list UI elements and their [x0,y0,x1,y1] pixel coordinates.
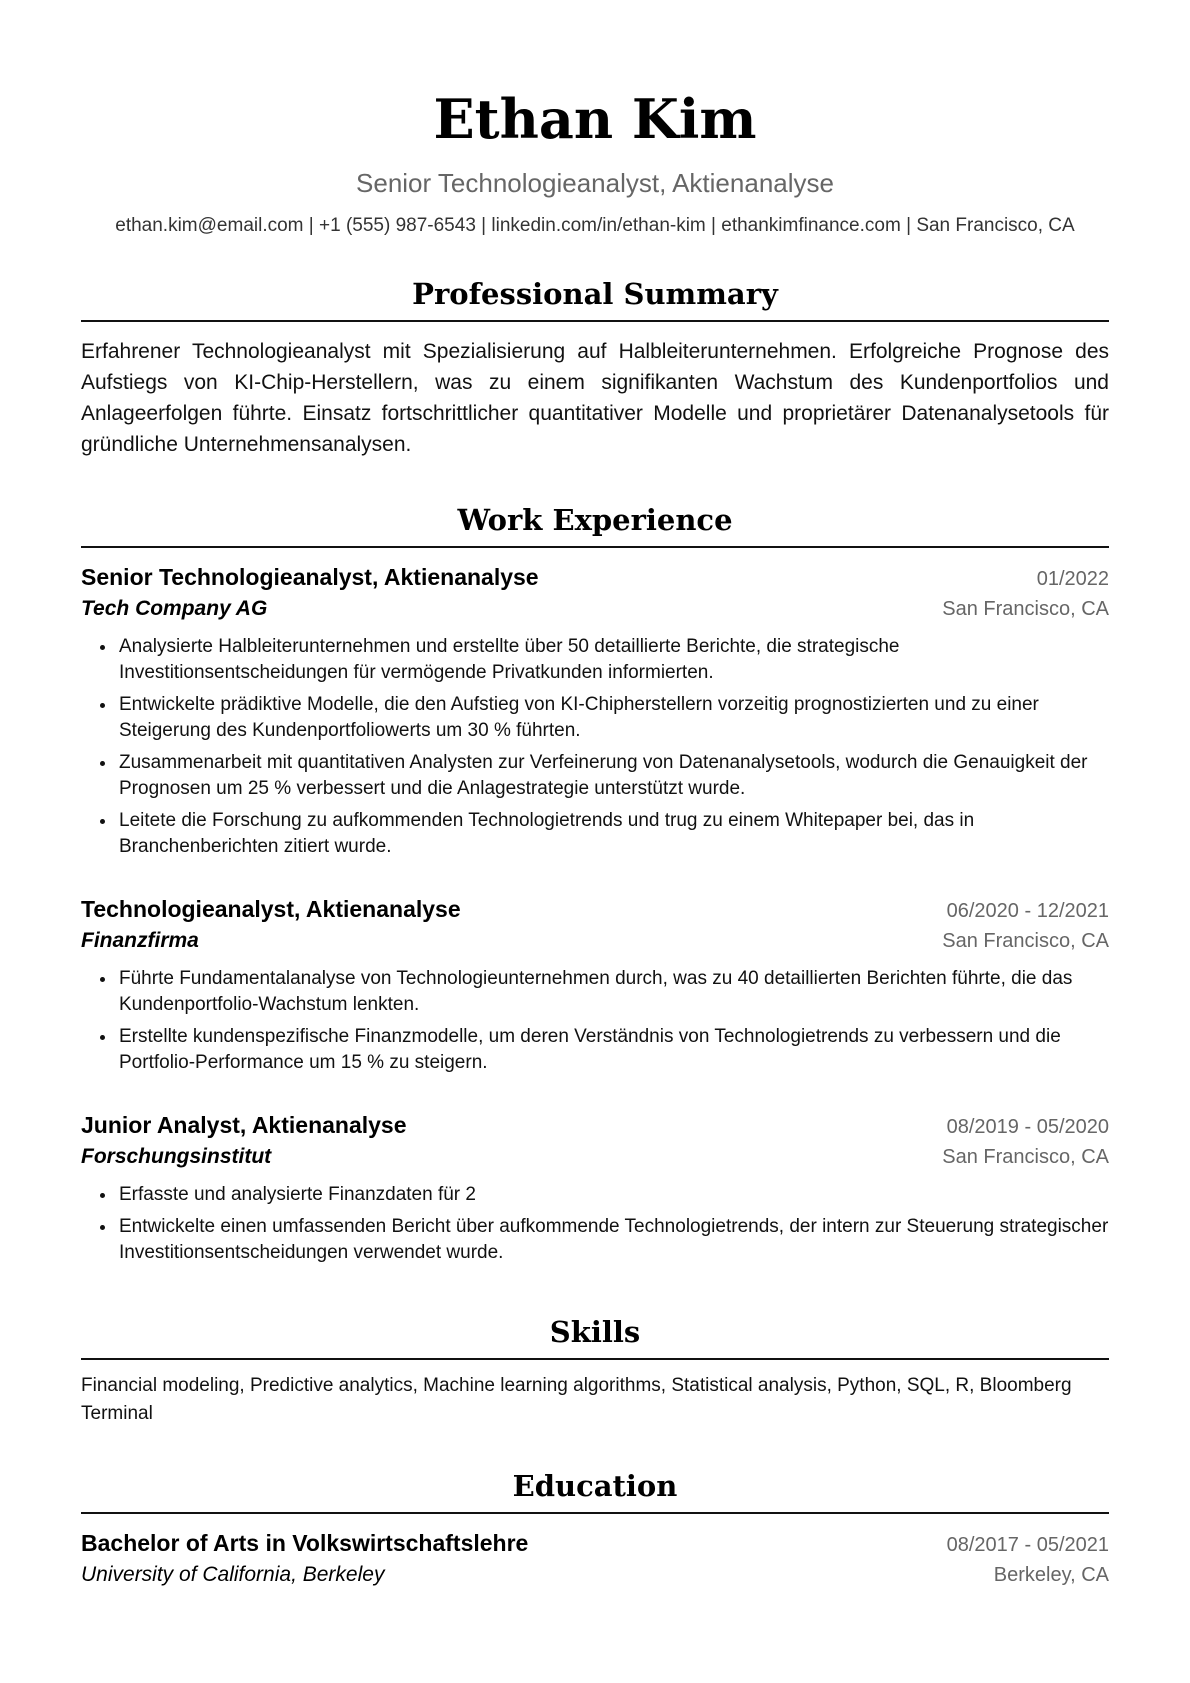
section-heading-experience: Work Experience [457,503,733,537]
candidate-name: Ethan Kim [433,87,757,151]
job-company: Forschungsinstitut [81,1145,272,1168]
bullet-item: • Leitete die Forschung zu aufkommenden Technologietrends und trug zu einem Whitepaper bei, das in Branchenberichten zitiert wurde. [117,808,1109,860]
job-company: Finanzfirma [81,929,199,952]
job-entry [81,1110,1109,1266]
job-location: San Francisco, CA [942,1146,1109,1168]
job-title-row [81,562,1109,594]
candidate-title: Senior Technologieanalyst, Aktienanalyse [356,168,834,198]
contact-linkedin: linkedin.com/in/ethan-kim [491,215,706,236]
education-school: University of California, Berkeley [81,1563,385,1586]
job-location: San Francisco, CA [942,930,1109,952]
job-location: San Francisco, CA [942,598,1109,620]
job-entry [81,894,1109,1076]
education-school-row [81,1560,1109,1590]
section-heading-summary: Professional Summary [412,277,778,311]
section-heading-skills: Skills [549,1315,641,1349]
bullet-item: • Führte Fundamentalanalyse von Technologieunternehmen durch, was zu 40 detaillierten Berichten führte, die das Kundenportfolio-Wachstum lenkten. [117,966,1109,1018]
skills-section [81,1314,1109,1428]
job-date: 08/2019 - 05/2020 [946,1116,1109,1138]
job-company: Tech Company AG [81,597,268,620]
contact-email: ethan.kim@email.com [115,215,304,236]
contact-website: ethankimfinance.com [721,215,901,236]
job-title-row [81,1110,1109,1142]
section-heading-education: Education [512,1469,678,1503]
skills-text: Financial modeling, Predictive analytics, Machine learning algorithms, Statistical analysis, Python, SQL, R, Bloomberg Terminal [81,1375,1072,1424]
job-title: Senior Technologieanalyst, Aktienanalyse [81,564,539,590]
section-divider [81,320,1109,322]
summary-section [81,276,1109,460]
bullet-item: • Entwickelte prädiktive Modelle, die den Aufstieg von KI-Chipherstellern vorzeitig prognostizierten und zu einer Steigerung des Kundenportfoliowerts um 30 % führten. [117,692,1109,744]
job-title: Technologieanalyst, Aktienanalyse [81,896,461,922]
job-company-row [81,926,1109,956]
experience-section [81,502,1109,1266]
education-degree-row [81,1528,1109,1560]
education-date: 08/2017 - 05/2021 [946,1534,1109,1556]
job-bullets [81,634,1109,860]
bullet-item: • Analysierte Halbleiterunternehmen und erstellte über 50 detaillierte Berichte, die strategische Investitionsentscheidungen für vermögende Privatkunden informierten. [117,634,1109,686]
education-location: Berkeley, CA [993,1564,1109,1586]
education-section [81,1468,1109,1590]
summary-text: Erfahrener Technologieanalyst mit Spezialisierung auf Halbleiterunternehmen. Erfolgreiche Prognose des Aufstiegs von KI-Chip-Herstellern, was zu einem signifikanten Wachstum des Kundenportfolios und Anlageerfolgen führte. Einsatz fortschrittlicher quantitativer Modelle und proprietärer Datenanalysetools für gründliche Unternehmensanalysen. [81,340,1109,456]
resume-header [81,0,1109,238]
job-entry [81,562,1109,860]
section-divider [81,546,1109,548]
education-degree: Bachelor of Arts in Volkswirtschaftslehre [81,1530,529,1556]
job-bullets [81,1182,1109,1266]
job-date: 01/2022 [1036,568,1109,590]
job-date: 06/2020 - 12/2021 [946,900,1109,922]
bullet-item: • Erstellte kundenspezifische Finanzmodelle, um deren Verständnis von Technologietrends zu verbessern und die Portfolio-Performance um 15 % zu steigern. [117,1024,1109,1076]
job-title-row [81,894,1109,926]
education-entry [81,1528,1109,1590]
section-divider [81,1512,1109,1514]
job-company-row [81,594,1109,624]
contact-separator: | [475,215,492,236]
contact-location: San Francisco, CA [916,215,1075,236]
bullet-item: • Entwickelte einen umfassenden Bericht über aufkommende Technologietrends, der intern zur Steuerung strategischer Investitionsentscheidungen verwendet wurde. [117,1214,1109,1266]
job-bullets [81,966,1109,1076]
bullet-item: • Erfasste und analysierte Finanzdaten für 2 [117,1182,1109,1208]
contact-line [81,214,1109,238]
bullet-item: • Zusammenarbeit mit quantitativen Analysten zur Verfeinerung von Datenanalysetools, wodurch die Genauigkeit der Prognosen um 25 % verbessert und die Anlagestrategie unterstützt wurde. [117,750,1109,802]
job-title: Junior Analyst, Aktienanalyse [81,1112,407,1138]
contact-separator: | [900,215,917,236]
contact-separator: | [303,215,320,236]
section-divider [81,1358,1109,1360]
contact-separator: | [705,215,722,236]
contact-phone: +1 (555) 987-6543 [319,215,476,236]
job-company-row [81,1142,1109,1172]
